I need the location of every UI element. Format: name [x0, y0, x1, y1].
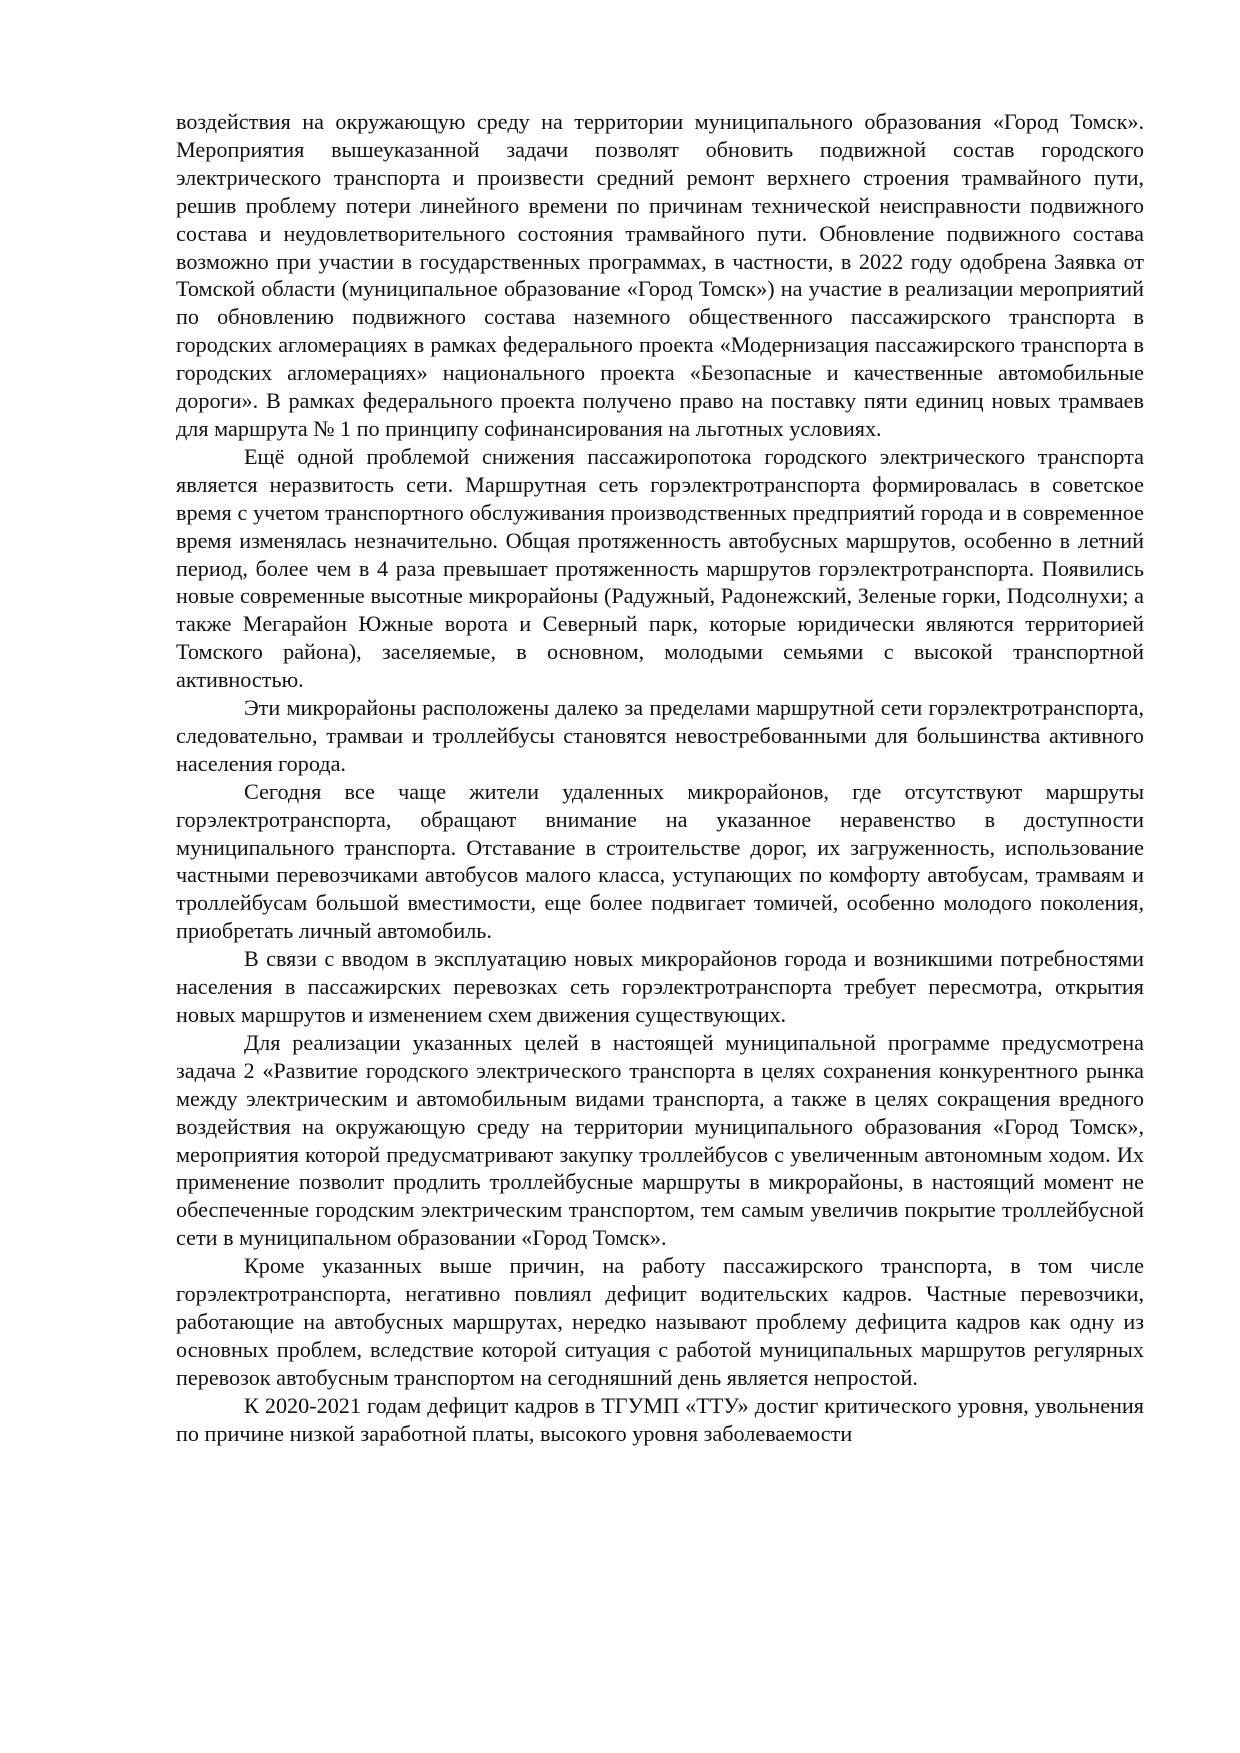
paragraph-continuation: воздействия на окружающую среду на территории муниципального образования «Город Томск». Мероприятия вышеуказанной задачи позволят обновить подвижной состав городского электрического транспорта и произвести средний ремонт верхнего строения трамвайного пути, решив проблему потери линейного времени по причинам технической неисправности подвижного состава и неудовлетворительного состояния трамвайного пути. Обновление подвижного состава возможно при участии в государственных программах, в частности, в 2022 году одобрена Заявка от Томской области (муниципальное образование «Город Томск») на участие в реализации мероприятий по обновлению подвижного состава наземного общественного пассажирского транспорта в городских агломерациях в рамках федерального проекта «Модернизация пассажирского транспорта в городских агломерациях» национального проекта «Безопасные и качественные автомобильные дороги». В рамках федерального проекта получено право на поставку пяти единиц новых трамваев для маршрута № 1 по принципу софинансирования на льготных условиях.: [176, 109, 1144, 441]
paragraph-task-2: Для реализации указанных целей в настоящей муниципальной программе предусмотрена задача 2 «Развитие городского электрического транспорта в целях сохранения конкурентного рынка между электрическим и автомобильным видами транспорта, а также в целях сокращения вредного воздействия на окружающую среду на территории муниципального образования «Город Томск», мероприятия которой предусматривают закупку троллейбусов с увеличенным автономным ходом. Их применение позволит продлить троллейбусные маршруты в микрорайоны, в настоящий момент не обеспеченные городским электрическим транспортом, тем самым увеличив покрытие троллейбусной сети в муниципальном образовании «Город Томск».: [176, 1029, 1144, 1251]
document-body: [176, 108, 1144, 1448]
paragraph-new-routes: В связи с вводом в эксплуатацию новых микрорайонов города и возникшими потребностями населения в пассажирских перевозках сеть горэлектротранспорта требует пересмотра, открытия новых маршрутов и изменением схем движения существующих.: [176, 946, 1144, 1027]
paragraph-staff-deficit: К 2020-2021 годам дефицит кадров в ТГУМП «ТТУ» достиг критического уровня, увольнения по причине низкой заработной платы, высокого уровня заболеваемости: [176, 1392, 1144, 1446]
paragraph-microdistricts: Эти микрорайоны расположены далеко за пределами маршрутной сети горэлектротранспорта, следовательно, трамваи и троллейбусы становятся невостребованными для большинства активного населения города.: [176, 695, 1144, 776]
paragraph-network: Ещё одной проблемой снижения пассажиропотока городского электрического транспорта является неразвитость сети. Маршрутная сеть горэлектротранспорта формировалась в советское время с учетом транспортного обслуживания производственных предприятий города и в современное время изменялась незначительно. Общая протяженность автобусных маршрутов, особенно в летний период, более чем в 4 раза превышает протяженность маршрутов горэлектротранспорта. Появились новые современные высотные микрорайоны (Радужный, Радонежский, Зеленые горки, Подсолнухи; а также Мегарайон Южные ворота и Северный парк, которые юридически являются территорией Томского района), заселяемые, в основном, молодыми семьями с высокой транспортной активностью.: [176, 443, 1144, 693]
paragraph-residents: Сегодня все чаще жители удаленных микрорайонов, где отсутствуют маршруты горэлектротранспорта, обращают внимание на указанное неравенство в доступности муниципального транспорта. Отставание в строительстве дорог, их загруженность, использование частными перевозчиками автобусов малого класса, уступающих по комфорту автобусам, трамваям и троллейбусам большой вместимости, еще более подвигает томичей, особенно молодого поколения, приобретать личный автомобиль.: [176, 778, 1144, 944]
paragraph-driver-shortage: Кроме указанных выше причин, на работу пассажирского транспорта, в том числе горэлектротранспорта, негативно повлиял дефицит водительских кадров. Частные перевозчики, работающие на автобусных маршрутах, нередко называют проблему дефицита кадров как одну из основных проблем, вследствие которой ситуация с работой муниципальных маршрутов регулярных перевозок автобусным транспортом на сегодняшний день является непростой.: [176, 1253, 1144, 1390]
